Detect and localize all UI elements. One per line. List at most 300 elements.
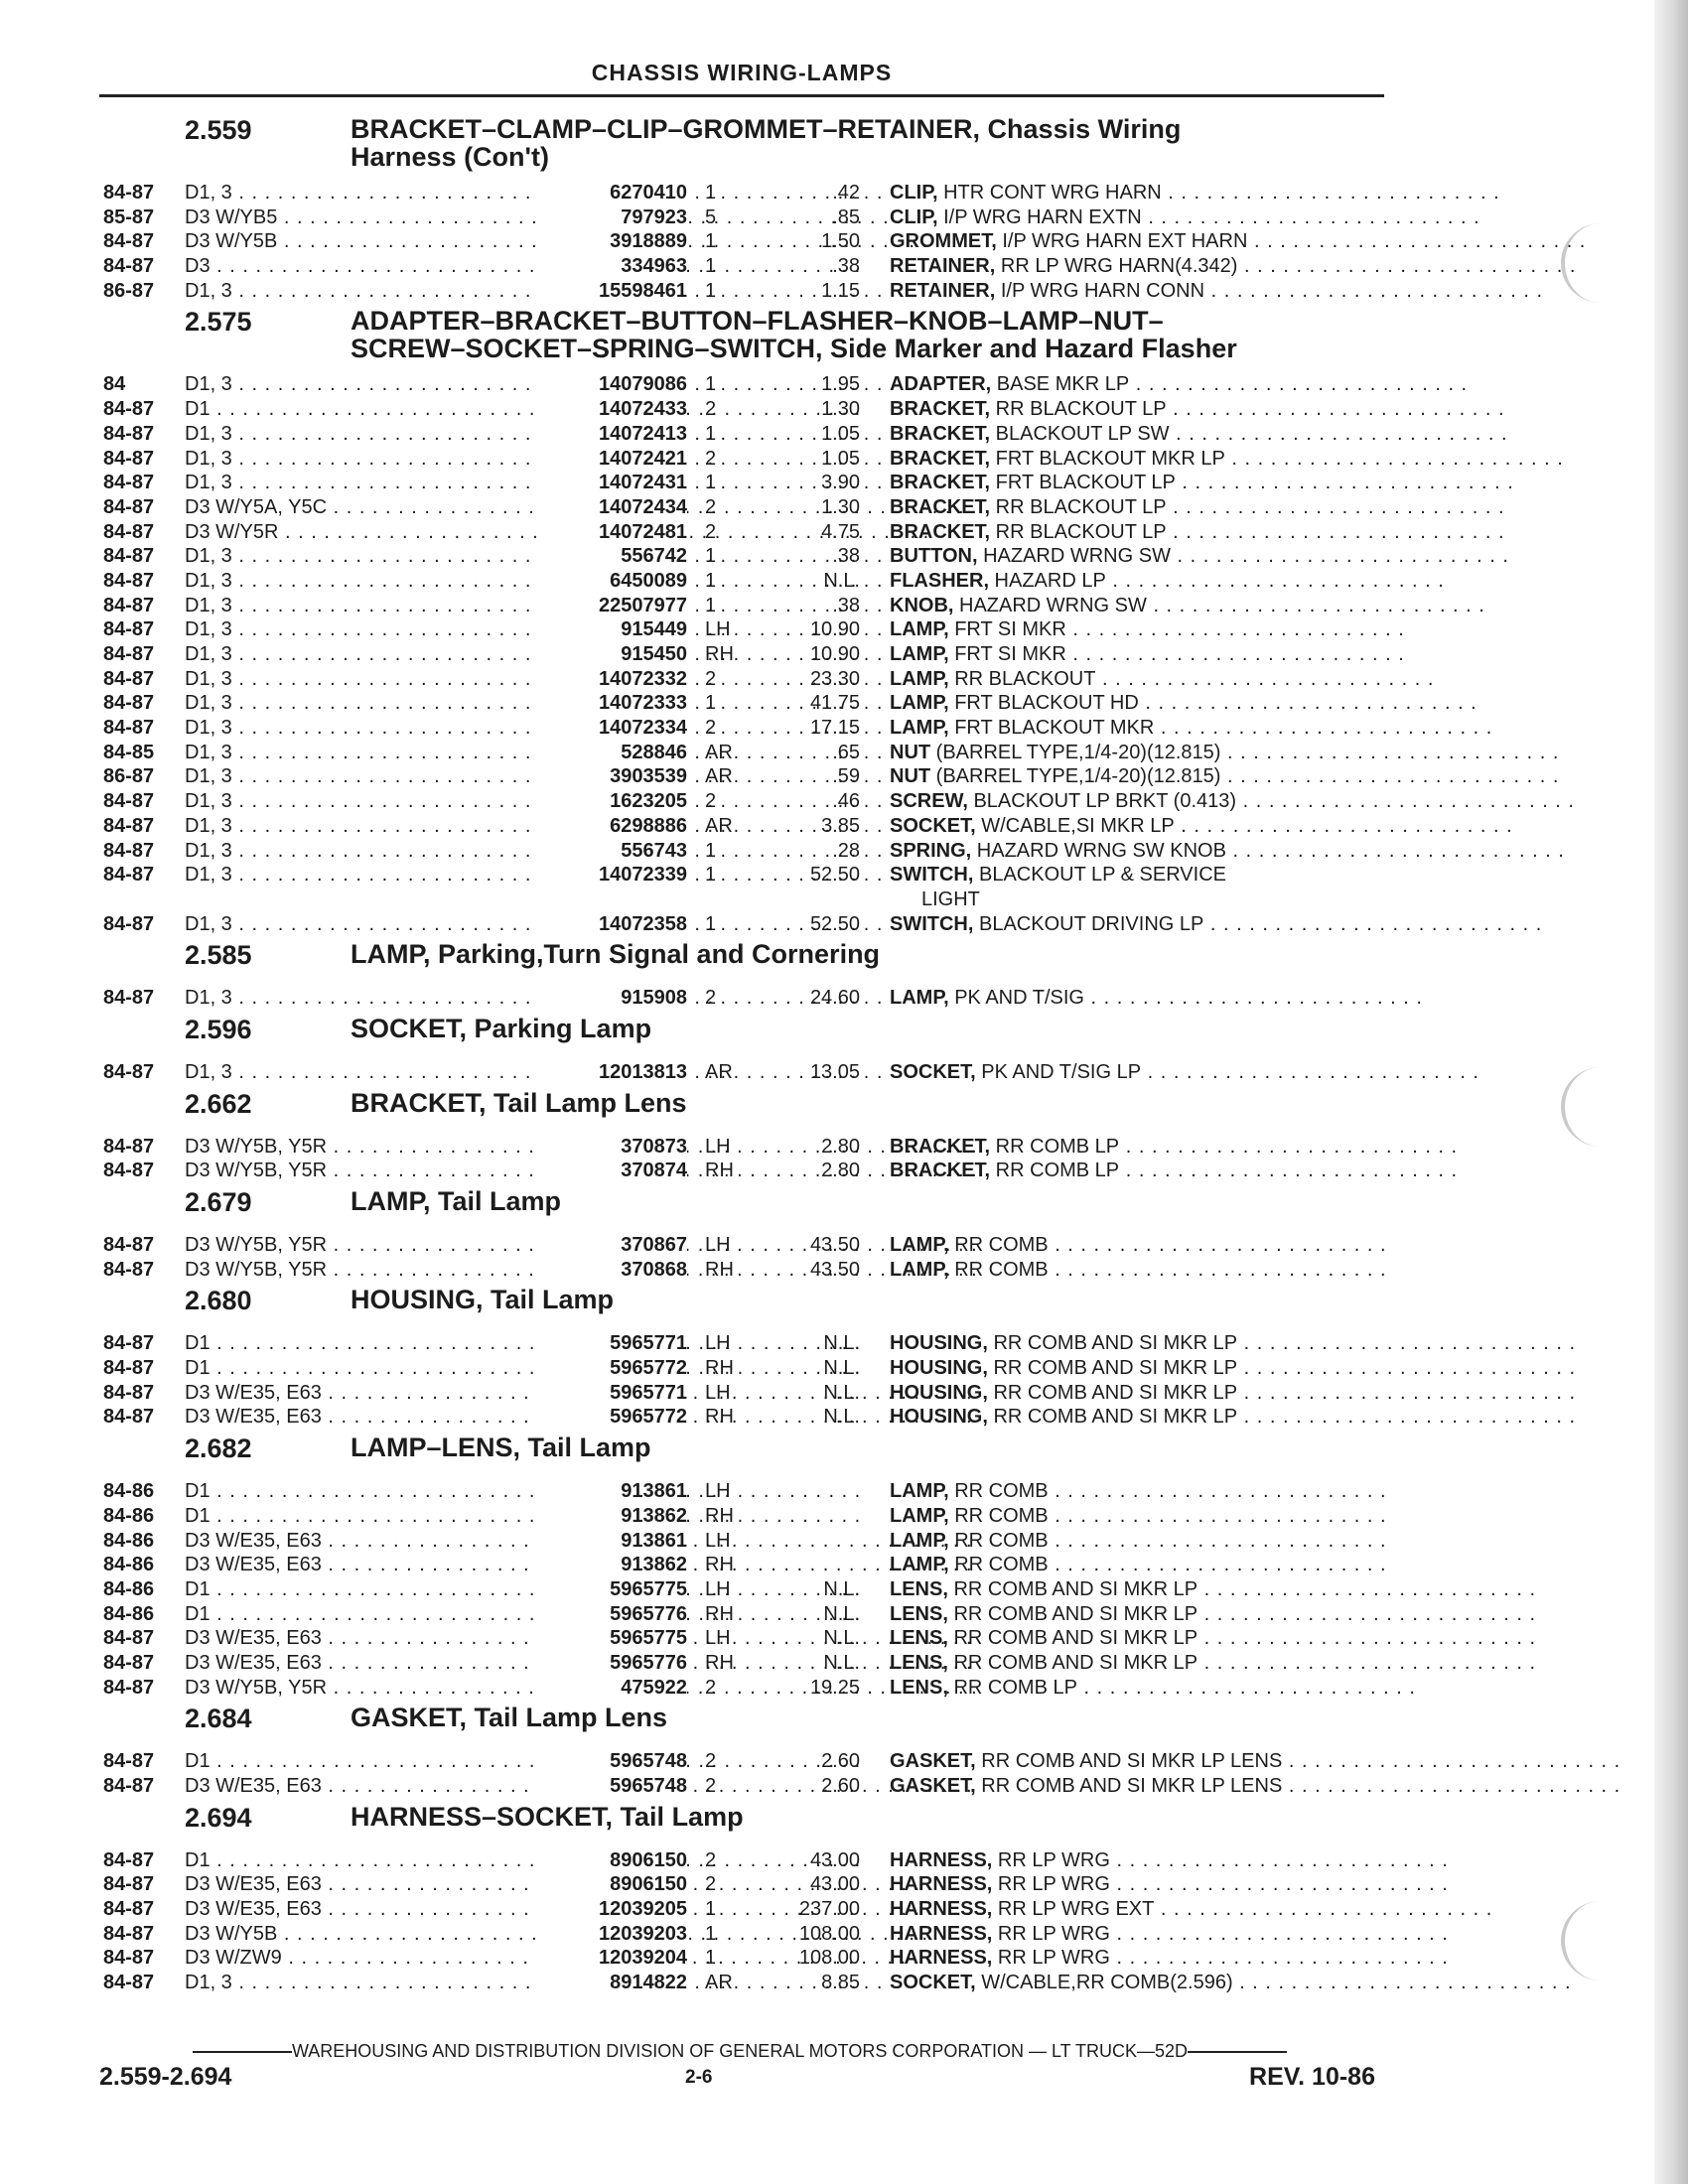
model-code: D3 W/E35, E63 . . . [185, 1529, 540, 1554]
model-years: 84-87 [103, 1357, 155, 1380]
part-row [99, 764, 1560, 789]
model-code: D3 W/Y5B, Y5R . . . [185, 1258, 540, 1283]
model-code: D3 W/Y5B, Y5R . . . [185, 1135, 540, 1160]
part-detail: RR LP WRG EXT [992, 1898, 1155, 1921]
part-description: SWITCH, BLACKOUT DRIVING LP . . . . . . . . . . . . . . . . . . . . . . . . . . [890, 912, 1543, 935]
part-description: LAMP, RR BLACKOUT . . . . . . . . . . . . . . . . . . . . . . . . . . [890, 667, 1435, 690]
model-years: 84-86 [103, 1504, 155, 1527]
part-number: 556743 [536, 839, 687, 864]
part-detail: RR COMB [948, 1554, 1049, 1576]
part-name: BRACKET, [890, 422, 991, 445]
part-name: CLIP, [890, 182, 938, 204]
part-name: BRACKET, [890, 447, 991, 470]
part-row [99, 642, 1405, 667]
model-code: D1, 3 . . . [185, 642, 540, 667]
part-number: 14079086 [536, 372, 687, 397]
model-years: 84-86 [103, 1602, 155, 1625]
part-description: HARNESS, RR LP WRG . . . . . . . . . . . . . . . . . . . . . . . . . . [890, 1947, 1449, 1970]
part-description: LAMP, FRT BLACKOUT HD . . . . . . . . . . . . . . . . . . . . . . . . . . [890, 692, 1477, 715]
model-code: D1 . . . [185, 1479, 540, 1504]
model-years: 84 [103, 373, 126, 396]
quantity: 1 [705, 839, 717, 862]
part-number: 915450 [536, 642, 687, 667]
part-detail: RR LP WRG HARN(4.342) [995, 255, 1238, 278]
part-number: 5965776 [536, 1651, 687, 1676]
quantity: 1 [705, 594, 717, 616]
part-description: HOUSING, RR COMB AND SI MKR LP . . . . . . . . . . . . . . . . . . . . . . . . . . [890, 1406, 1577, 1429]
model-code: D1 . . . [185, 397, 540, 422]
list-price: 1.30 [821, 398, 860, 421]
model-years: 84-87 [103, 839, 155, 862]
part-number: 14072339 [536, 863, 687, 887]
model-code: D1, 3 . . . [185, 1971, 540, 1995]
part-description: LAMP, RR COMB . . . . . . . . . . . . . . . . . . . . . . . . . . [890, 1554, 1387, 1576]
part-number: 370868 [536, 1258, 687, 1283]
part-description: HOUSING, RR COMB AND SI MKR LP . . . . . . . . . . . . . . . . . . . . . . . . . . [890, 1381, 1577, 1404]
model-code: D1 . . . [185, 1331, 540, 1356]
part-name: HARNESS, [890, 1848, 993, 1871]
quantity: AR [705, 814, 733, 837]
model-years: 84-87 [103, 1651, 155, 1674]
model-code: D3 W/E35, E63 . . . [185, 1381, 540, 1406]
part-detail: RR COMB [948, 1504, 1049, 1527]
part-name: LAMP, [890, 1480, 949, 1503]
part-row [99, 789, 1575, 814]
footer-range: 2.559-2.694 [99, 2063, 232, 2091]
quantity: 2 [705, 447, 717, 470]
model-years: 84-87 [103, 618, 155, 641]
part-detail: RR BLACKOUT LP [990, 495, 1167, 518]
part-detail: I/P WRG HARN CONN [995, 279, 1205, 302]
list-price: .38 [832, 594, 860, 616]
part-row [99, 1774, 1621, 1799]
model-code: D3 W/E35, E63 . . . [185, 1405, 540, 1430]
list-price: .65 [832, 741, 860, 763]
list-price: .42 [832, 182, 860, 204]
part-description: CLIP, HTR CONT WRG HARN . . . . . . . . . . . . . . . . . . . . . . . . . . [890, 182, 1500, 204]
part-detail: W/CABLE,RR COMB(2.596) [975, 1972, 1233, 1994]
model-years: 84-87 [103, 255, 155, 278]
list-price: 43.50 [809, 1234, 860, 1257]
model-years: 84-87 [103, 1750, 155, 1773]
part-row [99, 1577, 1537, 1602]
part-name: LENS, [890, 1676, 948, 1699]
part-description: BUTTON, HAZARD WRNG SW . . . . . . . . . . . . . . . . . . . . . . . . . . [890, 545, 1509, 568]
quantity: 1 [705, 279, 717, 302]
section-title: HARNESS–SOCKET, Tail Lamp [351, 1801, 744, 1832]
part-number: 12039205 [536, 1897, 687, 1922]
part-number: 12013813 [536, 1060, 687, 1085]
part-name: ADAPTER, [890, 373, 992, 396]
quantity: RH [705, 1160, 734, 1182]
part-row [99, 1848, 1449, 1873]
quantity: 2 [705, 1873, 717, 1896]
model-years: 84-86 [103, 1577, 155, 1600]
part-row [99, 1626, 1537, 1651]
model-code: D1, 3 . . . [185, 447, 540, 472]
model-years: 84-87 [103, 814, 155, 837]
quantity: RH [705, 1554, 734, 1576]
part-detail: FRT BLACKOUT MKR LP [990, 447, 1225, 470]
part-detail: HAZARD LP [989, 569, 1106, 592]
part-description: LENS, RR COMB AND SI MKR LP . . . . . . . . . . . . . . . . . . . . . . . . . . [890, 1651, 1537, 1674]
part-number: 5965748 [536, 1749, 687, 1774]
model-years: 85-87 [103, 205, 155, 228]
model-years: 84-87 [103, 1258, 155, 1281]
model-code: D3 W/Y5B, Y5R . . . [185, 1676, 540, 1701]
list-price: .46 [832, 790, 860, 813]
part-description: CLIP, I/P WRG HARN EXTN . . . . . . . . . . . . . . . . . . . . . . . . . . [890, 205, 1480, 228]
part-number: 6270410 [536, 181, 687, 205]
model-code: D1 . . . [185, 1602, 540, 1627]
part-row [99, 986, 1423, 1011]
part-number: 14072434 [536, 495, 687, 520]
part-number: 5965771 [536, 1381, 687, 1406]
model-years: 84-87 [103, 1381, 155, 1404]
part-detail: RR COMB LP [990, 1135, 1120, 1158]
part-row [99, 1922, 1449, 1947]
part-detail: RR LP WRG [992, 1848, 1110, 1871]
model-years: 84-87 [103, 1332, 155, 1355]
part-number: 913861 [536, 1479, 687, 1504]
part-number: 3903539 [536, 764, 687, 789]
part-row [99, 205, 1480, 230]
list-price: 43.00 [809, 1873, 860, 1896]
part-name: LAMP, [890, 667, 949, 690]
list-price: 10.90 [809, 643, 860, 665]
list-price: N.L. [823, 1577, 860, 1600]
part-number: 797923 [536, 205, 687, 230]
part-detail: RR BLACKOUT [948, 667, 1096, 690]
part-detail: RR COMB AND SI MKR LP [987, 1332, 1238, 1355]
list-price: 4.75 [821, 520, 860, 543]
model-code: D1, 3 . . . [185, 814, 540, 839]
part-detail: FRT BLACKOUT MKR [948, 717, 1155, 740]
part-description: BRACKET, RR COMB LP . . . . . . . . . . . . . . . . . . . . . . . . . . [890, 1160, 1459, 1182]
part-name: LAMP, [890, 643, 949, 665]
part-row [99, 863, 1390, 911]
part-detail: RR BLACKOUT LP [990, 398, 1167, 421]
part-name: LAMP, [890, 1554, 949, 1576]
quantity: 1 [705, 230, 717, 253]
part-number: 334963 [536, 254, 687, 279]
model-years: 84-87 [103, 1898, 155, 1921]
part-description: SOCKET, W/CABLE,SI MKR LP . . . . . . . . . . . . . . . . . . . . . . . . . . [890, 814, 1513, 837]
part-row [99, 397, 1505, 422]
list-price: 108.00 [798, 1922, 860, 1945]
model-code: D1 . . . [185, 1504, 540, 1529]
part-detail: RR COMB AND SI MKR LP [947, 1651, 1198, 1674]
model-years: 84-87 [103, 987, 155, 1010]
part-detail-line2: LIGHT [921, 887, 980, 910]
quantity: 1 [705, 422, 717, 445]
model-code: D1, 3 . . . [185, 716, 540, 741]
part-row [99, 544, 1509, 569]
part-detail: RR COMB [948, 1480, 1049, 1503]
part-number: 5965776 [536, 1602, 687, 1627]
part-name: BRACKET, [890, 398, 991, 421]
model-years: 84-87 [103, 864, 155, 887]
part-description: LAMP, PK AND T/SIG . . . . . . . . . . . . . . . . . . . . . . . . . . [890, 987, 1423, 1010]
part-row [99, 839, 1565, 864]
list-price: 43.00 [809, 1848, 860, 1871]
model-years: 84-87 [103, 472, 155, 494]
model-code: D3 . . . [185, 254, 540, 279]
part-detail: RR LP WRG [992, 1947, 1110, 1970]
part-name: HOUSING, [890, 1381, 988, 1404]
section-header [99, 303, 1390, 372]
part-row [99, 1356, 1577, 1381]
part-number: 913862 [536, 1504, 687, 1529]
part-number: 22507977 [536, 594, 687, 618]
model-code: D1, 3 . . . [185, 912, 540, 937]
list-price: 2.60 [821, 1750, 860, 1773]
list-price: 10.90 [809, 618, 860, 641]
model-years: 84-87 [103, 1060, 155, 1083]
part-description: KNOB, HAZARD WRNG SW . . . . . . . . . . . . . . . . . . . . . . . . . . [890, 594, 1485, 616]
part-number: 6298886 [536, 814, 687, 839]
quantity: LH [705, 1480, 731, 1503]
part-detail: RR COMB [948, 1529, 1049, 1552]
part-name: BUTTON, [890, 545, 978, 568]
part-detail: RR COMB AND SI MKR LP [987, 1357, 1238, 1380]
part-row [99, 1676, 1416, 1701]
binder-hole [1561, 1901, 1605, 1980]
model-years: 84-87 [103, 569, 155, 592]
list-price: 2.80 [821, 1160, 860, 1182]
model-years: 84-87 [103, 230, 155, 253]
model-years: 84-87 [103, 1135, 155, 1158]
list-price: 1.05 [821, 422, 860, 445]
section-number: 2.585 [185, 940, 252, 971]
part-detail: HAZARD WRNG SW KNOB [971, 839, 1226, 862]
part-detail: BLACKOUT LP & SERVICE [973, 864, 1226, 887]
model-years: 84-87 [103, 520, 155, 543]
part-name: LENS, [890, 1577, 948, 1600]
part-detail: HAZARD WRNG SW [977, 545, 1171, 568]
model-years: 84-86 [103, 1554, 155, 1576]
quantity: LH [705, 1234, 731, 1257]
model-code: D1, 3 . . . [185, 372, 540, 397]
part-description: BRACKET, FRT BLACKOUT LP . . . . . . . . . . . . . . . . . . . . . . . . . . [890, 472, 1514, 494]
part-name: SPRING, [890, 839, 972, 862]
model-code: D1, 3 . . . [185, 181, 540, 205]
part-number: 6450089 [536, 569, 687, 594]
model-code: D1, 3 . . . [185, 863, 540, 887]
quantity: 1 [705, 912, 717, 935]
page-number: 2-6 [685, 2067, 713, 2088]
part-detail: FRT BLACKOUT LP [990, 472, 1176, 494]
list-price: .28 [832, 839, 860, 862]
part-row [99, 569, 1445, 594]
part-detail: RR LP WRG [992, 1873, 1110, 1896]
part-number: 14072334 [536, 716, 687, 741]
list-price: 19.25 [809, 1676, 860, 1699]
model-years: 84-87 [103, 790, 155, 813]
model-years: 84-87 [103, 1848, 155, 1871]
model-code: D1, 3 . . . [185, 691, 540, 716]
part-row [99, 1159, 1459, 1183]
part-description: BRACKET, RR COMB LP . . . . . . . . . . . . . . . . . . . . . . . . . . [890, 1135, 1459, 1158]
part-detail: BLACKOUT LP SW [990, 422, 1170, 445]
title-rule [99, 94, 1384, 97]
part-description: HOUSING, RR COMB AND SI MKR LP . . . . . . . . . . . . . . . . . . . . . . . . . . [890, 1332, 1577, 1355]
part-description: SOCKET, W/CABLE,RR COMB(2.596) . . . . . . . . . . . . . . . . . . . . . . . . . . [890, 1972, 1572, 1994]
part-number: 370874 [536, 1159, 687, 1183]
part-row [99, 1381, 1577, 1406]
part-description: BRACKET, FRT BLACKOUT MKR LP . . . . . . . . . . . . . . . . . . . . . . . . . . [890, 447, 1564, 470]
part-description: LAMP, FRT SI MKR . . . . . . . . . . . . . . . . . . . . . . . . . . [890, 618, 1405, 641]
page-title: CHASSIS WIRING-LAMPS [591, 60, 893, 85]
section-number: 2.680 [185, 1286, 252, 1316]
part-name: SWITCH, [890, 864, 974, 887]
part-description: LENS, RR COMB AND SI MKR LP . . . . . . . . . . . . . . . . . . . . . . . . . . [890, 1627, 1537, 1650]
part-name: HARNESS, [890, 1898, 993, 1921]
model-code: D1, 3 . . . [185, 617, 540, 642]
quantity: LH [705, 1135, 731, 1158]
model-code: D1, 3 . . . [185, 741, 540, 765]
part-number: 12039204 [536, 1946, 687, 1971]
model-code: D1 . . . [185, 1848, 540, 1873]
list-price: 1.15 [821, 279, 860, 302]
model-years: 86-87 [103, 279, 155, 302]
part-number: 915908 [536, 986, 687, 1011]
part-row [99, 1135, 1459, 1160]
part-number: 370873 [536, 1135, 687, 1160]
section-title: LAMP, Parking,Turn Signal and Cornering [351, 939, 881, 970]
model-code: D3 W/E35, E63 . . . [185, 1897, 540, 1922]
part-name: LAMP, [890, 717, 949, 740]
model-code: D3 W/E35, E63 . . . [185, 1651, 540, 1676]
model-code: D1, 3 . . . [185, 764, 540, 789]
part-name: HARNESS, [890, 1947, 993, 1970]
quantity: 2 [705, 790, 717, 813]
part-number: 528846 [536, 741, 687, 765]
part-name: SOCKET, [890, 814, 976, 837]
model-code: D1, 3 . . . [185, 789, 540, 814]
list-price: 17.15 [809, 717, 860, 740]
part-description: BRACKET, RR BLACKOUT LP . . . . . . . . . . . . . . . . . . . . . . . . . . [890, 495, 1505, 518]
quantity: AR [705, 1972, 733, 1994]
part-row [99, 229, 1587, 254]
part-detail: RR COMB LP [947, 1676, 1077, 1699]
part-name: BRACKET, [890, 472, 991, 494]
part-name: HOUSING, [890, 1406, 988, 1429]
part-row [99, 1529, 1390, 1554]
part-number: 3918889 [536, 229, 687, 254]
section-number: 2.662 [185, 1088, 252, 1119]
list-price: N.L. [823, 1406, 860, 1429]
part-row [99, 1504, 1390, 1529]
model-years: 84-87 [103, 1627, 155, 1650]
part-number: 1623205 [536, 789, 687, 814]
list-price: .59 [832, 765, 860, 788]
part-detail: BLACKOUT LP BRKT (0.413) [967, 790, 1237, 813]
list-price: N.L. [823, 569, 860, 592]
part-name: CLIP, [890, 205, 938, 228]
part-number: 8906150 [536, 1848, 687, 1873]
model-years: 84-85 [103, 741, 155, 763]
part-row [99, 181, 1500, 205]
quantity: AR [705, 765, 733, 788]
quantity: RH [705, 1406, 734, 1429]
part-number: 5965775 [536, 1626, 687, 1651]
model-years: 84-87 [103, 495, 155, 518]
part-number: 5965748 [536, 1774, 687, 1799]
part-detail: PK AND T/SIG LP [975, 1060, 1142, 1083]
model-years: 84-86 [103, 1480, 155, 1503]
part-row [99, 594, 1485, 618]
part-row [99, 716, 1493, 741]
quantity: LH [705, 1381, 731, 1404]
part-row [99, 1060, 1479, 1085]
part-description: BRACKET, RR BLACKOUT LP . . . . . . . . . . . . . . . . . . . . . . . . . . [890, 520, 1505, 543]
part-number: 5965775 [536, 1577, 687, 1602]
section-header [99, 1282, 1390, 1331]
part-number: 14072332 [536, 667, 687, 692]
part-detail: PK AND T/SIG [948, 987, 1084, 1010]
part-row [99, 1971, 1572, 1995]
list-price: N.L. [823, 1627, 860, 1650]
model-code: D1, 3 . . . [185, 839, 540, 864]
quantity: 1 [705, 182, 717, 204]
section-number: 2.575 [185, 307, 252, 338]
model-code: D3 W/Y5B, Y5R . . . [185, 1233, 540, 1258]
part-name: FLASHER, [890, 569, 989, 592]
model-code: D1 . . . [185, 1749, 540, 1774]
section-number: 2.684 [185, 1704, 252, 1734]
section-title: SOCKET, Parking Lamp [351, 1013, 652, 1043]
part-name: LAMP, [890, 1258, 949, 1281]
quantity: RH [705, 1602, 734, 1625]
part-name: LAMP, [890, 987, 949, 1010]
part-number: 370867 [536, 1233, 687, 1258]
list-price: 1.05 [821, 447, 860, 470]
part-row [99, 422, 1508, 447]
quantity: 1 [705, 1898, 717, 1921]
part-description: SPRING, HAZARD WRNG SW KNOB . . . . . . . . . . . . . . . . . . . . . . . . . . [890, 839, 1565, 862]
part-name: RETAINER, [890, 279, 996, 302]
section-title: HOUSING, Tail Lamp [351, 1285, 615, 1315]
list-price: .85 [832, 205, 860, 228]
part-row [99, 372, 1469, 397]
list-price: N.L. [823, 1381, 860, 1404]
part-detail: RR COMB LP [990, 1160, 1120, 1182]
part-description: LAMP, FRT SI MKR . . . . . . . . . . . . . . . . . . . . . . . . . . [890, 643, 1405, 665]
part-number: 15598461 [536, 279, 687, 304]
list-price: .38 [832, 255, 860, 278]
list-price: 8.85 [821, 1972, 860, 1994]
section-title: LAMP–LENS, Tail Lamp [351, 1433, 651, 1463]
quantity: AR [705, 741, 733, 763]
part-detail: RR COMB [948, 1234, 1049, 1257]
part-row [99, 1405, 1577, 1430]
model-years: 84-87 [103, 667, 155, 690]
part-number: 475922 [536, 1676, 687, 1701]
list-price: N.L. [823, 1332, 860, 1355]
model-code: D3 W/E35, E63 . . . [185, 1626, 540, 1651]
model-years: 84-87 [103, 1676, 155, 1699]
part-row [99, 1651, 1537, 1676]
part-number: 14072358 [536, 912, 687, 937]
part-detail: (BARREL TYPE,1/4-20)(12.815) [930, 741, 1221, 763]
quantity: RH [705, 1357, 734, 1380]
model-years: 84-87 [103, 1160, 155, 1182]
model-years: 84-86 [103, 1529, 155, 1552]
part-description: NUT (BARREL TYPE,1/4-20)(12.815) . . . . . . . . . . . . . . . . . . . . . . . . . . [890, 765, 1560, 788]
quantity: 1 [705, 1922, 717, 1945]
part-number: 556742 [536, 544, 687, 569]
